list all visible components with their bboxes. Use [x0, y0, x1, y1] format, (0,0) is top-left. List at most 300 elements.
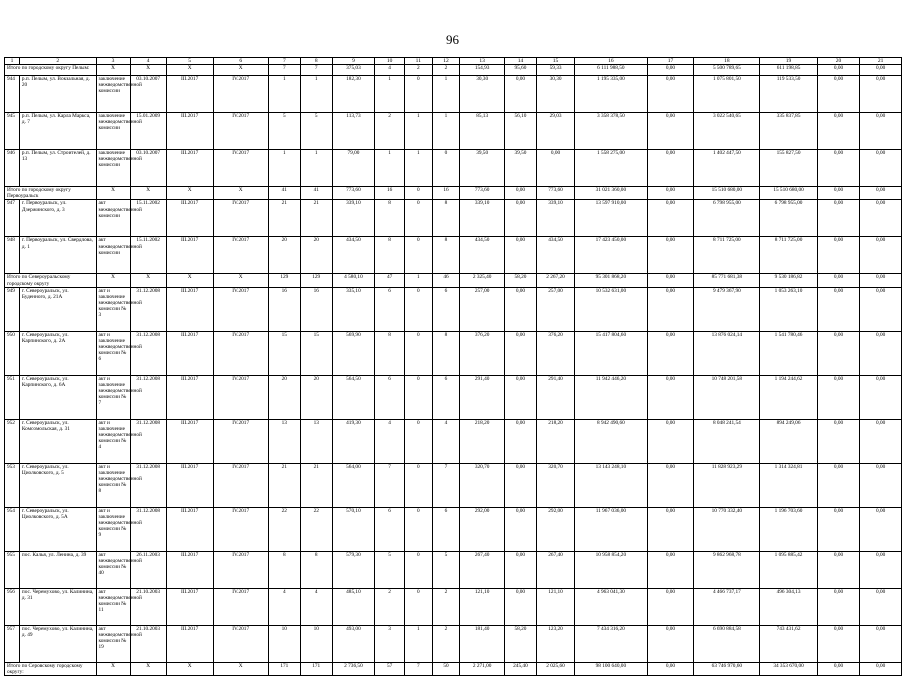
table-cell: 47	[375, 274, 405, 287]
table-cell: 4 963 041,30	[575, 588, 647, 625]
table-cell: 1	[405, 274, 433, 287]
table-cell: 245,40	[505, 662, 537, 675]
row-number: 949	[5, 287, 20, 331]
table-cell: 5	[300, 113, 332, 150]
table-cell: 129	[268, 274, 300, 287]
date-cell: 31.12.2008	[130, 419, 166, 463]
table-row	[5, 331, 902, 375]
table-cell: 0,00	[505, 507, 537, 551]
table-cell: 0,00	[505, 76, 537, 113]
table-cell: 4	[375, 65, 405, 76]
table-cell: 1	[268, 76, 300, 113]
table-cell: 0,00	[647, 274, 694, 287]
table-cell: 4	[268, 588, 300, 625]
page-number: 96	[446, 32, 459, 47]
table-cell: 11 942 446,20	[575, 375, 647, 419]
table-cell: 0	[405, 588, 433, 625]
column-number: 14	[505, 58, 537, 65]
subtotal-row	[5, 187, 902, 200]
column-number: 6	[213, 58, 268, 65]
table-cell: 2 271,00	[460, 662, 505, 675]
table-cell: X	[213, 187, 268, 200]
table-cell: 320,70	[536, 463, 574, 507]
table-cell: 22	[268, 507, 300, 551]
table-cell: 9 530 186,82	[760, 274, 817, 287]
table-cell: 335 837,85	[760, 113, 817, 150]
table-cell: 0	[405, 287, 433, 331]
table-cell: 1	[432, 76, 460, 113]
table-cell: 376,20	[536, 331, 574, 375]
table-cell: 894 249,06	[760, 419, 817, 463]
table-cell: 41	[268, 187, 300, 200]
table-cell: 21	[268, 200, 300, 237]
table-cell: 95,60	[505, 65, 537, 76]
date-cell: 15.11.2002	[130, 237, 166, 274]
table-cell: 2	[405, 65, 433, 76]
table-cell: IV.2017	[213, 200, 268, 237]
table-cell: 0,00	[647, 150, 694, 187]
column-number-row	[5, 58, 902, 65]
table-cell: X	[213, 662, 268, 675]
date-cell: 31.12.2008	[130, 463, 166, 507]
table-cell: 1 196 703,60	[760, 507, 817, 551]
table-cell: 5	[432, 551, 460, 588]
document-cell: акт межведомственной комиссии № 11	[96, 588, 130, 625]
table-cell: 20	[268, 237, 300, 274]
table-row	[5, 237, 902, 274]
table-cell: X	[96, 187, 130, 200]
table-cell: 1 195 335,00	[575, 76, 647, 113]
table-cell: 6	[432, 375, 460, 419]
table-cell: 564,00	[332, 463, 375, 507]
table-cell: 181,40	[460, 625, 505, 662]
row-number: 955	[5, 551, 20, 588]
table-cell: 0,00	[860, 419, 902, 463]
table-cell: 0,00	[860, 76, 902, 113]
column-number: 4	[130, 58, 166, 65]
table-cell: 0,00	[817, 76, 860, 113]
document-cell: акт и заключение межведомственной комиссии № 9	[96, 507, 130, 551]
column-number: 17	[647, 58, 694, 65]
table-cell: X	[213, 65, 268, 76]
table-cell: 320,70	[460, 463, 505, 507]
date-cell: 31.12.2008	[130, 507, 166, 551]
document-cell: акт и заключение межведомственной комиссии № 3	[96, 287, 130, 331]
address-cell: г. Первоуральск, ул. Свердлова, д. 1	[19, 237, 96, 274]
table-cell: 0,00	[505, 588, 537, 625]
table-cell: 16	[432, 187, 460, 200]
address-cell: г. Североуральск, ул. Буденного, д. 21А	[19, 287, 96, 331]
date-cell: 26.11.2003	[130, 551, 166, 588]
table-cell: 292,00	[536, 507, 574, 551]
table-cell: 6 798 955,00	[694, 200, 760, 237]
date-cell: 03.10.2007	[130, 76, 166, 113]
table-cell: 85 771 681,38	[694, 274, 760, 287]
table-cell: 59,33	[536, 65, 574, 76]
table-cell: 1	[268, 150, 300, 187]
table-cell: 8	[432, 331, 460, 375]
table-cell: 63 746 970,60	[694, 662, 760, 675]
table-cell: 58,20	[505, 625, 537, 662]
table-cell: 0	[405, 507, 433, 551]
table-cell: IV.2017	[213, 419, 268, 463]
table-cell: 339,10	[460, 200, 505, 237]
table-cell: 20	[268, 375, 300, 419]
table-cell: 257,00	[460, 287, 505, 331]
table-cell: 50	[432, 662, 460, 675]
table-cell: 41	[300, 187, 332, 200]
table-cell: 1 053 263,10	[760, 287, 817, 331]
table-cell: 0,00	[817, 625, 860, 662]
table-cell: 154,93	[460, 65, 505, 76]
subtotal-row	[5, 65, 902, 76]
row-number: 947	[5, 200, 20, 237]
table-cell: 1 095 885,42	[760, 551, 817, 588]
table-cell: 2 025,60	[536, 662, 574, 675]
table-cell: 58,20	[505, 274, 537, 287]
table-cell: 3 358 378,50	[575, 113, 647, 150]
table-row	[5, 287, 902, 331]
table-cell: IV.2017	[213, 287, 268, 331]
column-number: 9	[332, 58, 375, 65]
table-cell: X	[96, 274, 130, 287]
table-cell: 1	[300, 76, 332, 113]
table-cell: 2 736,50	[332, 662, 375, 675]
table-cell: X	[130, 65, 166, 76]
table-cell: 218,20	[460, 419, 505, 463]
table-cell: 0,00	[505, 200, 537, 237]
table-cell: 0,00	[817, 200, 860, 237]
table-cell: III.2017	[166, 625, 213, 662]
table-cell: 123,20	[536, 625, 574, 662]
table-cell: 1	[375, 150, 405, 187]
address-cell: р.п. Пелым, ул. Вокзальная, д. 20	[19, 76, 96, 113]
table-cell: 13 597 910,00	[575, 200, 647, 237]
column-number: 7	[268, 58, 300, 65]
table-cell: III.2017	[166, 419, 213, 463]
table-cell: 39,50	[460, 150, 505, 187]
address-cell: пос. Черемухово, ул. Калинина, д. 31	[19, 588, 96, 625]
table-cell: 0	[405, 76, 433, 113]
table-cell: III.2017	[166, 237, 213, 274]
table-row	[5, 551, 902, 588]
table-cell: 0,00	[860, 551, 902, 588]
document-cell: акт и заключение межведомственной комиссии № 4	[96, 419, 130, 463]
table-cell: 579,30	[332, 551, 375, 588]
table-cell: 5	[268, 113, 300, 150]
row-number: 957	[5, 625, 20, 662]
table-cell: 6 111 988,50	[575, 65, 647, 76]
address-cell: г. Североуральск, ул. Циолковского, д. 5А	[19, 507, 96, 551]
column-number: 3	[96, 58, 130, 65]
table-cell: 0	[405, 237, 433, 274]
column-number: 1	[5, 58, 20, 65]
table-cell: 0,00	[860, 150, 902, 187]
table-cell: 0,00	[860, 662, 902, 675]
table-cell: 20	[300, 237, 332, 274]
table-cell: 15 510 680,00	[760, 187, 817, 200]
total-row	[5, 662, 902, 675]
table-cell: 8	[375, 331, 405, 375]
table-cell: 15	[268, 331, 300, 375]
table-cell: 0	[405, 187, 433, 200]
column-number: 19	[760, 58, 817, 65]
table-cell: 0,00	[860, 507, 902, 551]
table-cell: III.2017	[166, 113, 213, 150]
table-cell: 0,00	[505, 287, 537, 331]
document-cell: заключение межведомственной комиссии	[96, 113, 130, 150]
table-cell: 21	[300, 463, 332, 507]
table-cell: 0,00	[505, 463, 537, 507]
table-cell: IV.2017	[213, 331, 268, 375]
table-cell: 743 431,62	[760, 625, 817, 662]
table-cell: 569,90	[332, 331, 375, 375]
table-cell: 39,50	[505, 150, 537, 187]
document-cell: акт межведомственной комиссии	[96, 200, 130, 237]
table-cell: 0,00	[817, 65, 860, 76]
table-cell: 2 325,40	[460, 274, 505, 287]
column-number: 8	[300, 58, 332, 65]
table-cell: 0,00	[860, 274, 902, 287]
table-cell: 218,20	[536, 419, 574, 463]
table-cell: X	[96, 662, 130, 675]
table-cell: X	[130, 274, 166, 287]
table-cell: III.2017	[166, 551, 213, 588]
table-cell: 2	[432, 625, 460, 662]
row-number: 948	[5, 237, 20, 274]
document-cell: акт и заключение межведомственной комиссии № 6	[96, 331, 130, 375]
table-cell: 257,00	[536, 287, 574, 331]
table-row	[5, 419, 902, 463]
table-cell: 4 580,10	[332, 274, 375, 287]
table-cell: 564,50	[332, 375, 375, 419]
table-cell: 8	[375, 200, 405, 237]
row-number: 945	[5, 113, 20, 150]
address-cell: г. Североуральск, ул. Карпинского, д. 2А	[19, 331, 96, 375]
table-cell: 0,00	[817, 507, 860, 551]
table-cell: 21	[300, 200, 332, 237]
table-cell: 13	[268, 419, 300, 463]
column-number: 11	[405, 58, 433, 65]
table-cell: 17 423 450,00	[575, 237, 647, 274]
table-cell: 0	[405, 551, 433, 588]
table-cell: 0,00	[817, 274, 860, 287]
table-cell: 6	[432, 507, 460, 551]
table-cell: 3	[375, 625, 405, 662]
table-cell: 419,30	[332, 419, 375, 463]
table-cell: 57	[375, 662, 405, 675]
row-number: 951	[5, 375, 20, 419]
table-cell: 773,60	[460, 187, 505, 200]
date-cell: 03.10.2007	[130, 150, 166, 187]
table-cell: IV.2017	[213, 113, 268, 150]
subtotal-label: Итого по городскому округу Первоуральск	[5, 187, 97, 200]
table-cell: 171	[268, 662, 300, 675]
table-cell: X	[130, 662, 166, 675]
table-cell: X	[130, 187, 166, 200]
address-cell: пос. Калья, ул. Ленина, д. 39	[19, 551, 96, 588]
table-cell: 56,10	[505, 113, 537, 150]
table-cell: 0,00	[505, 187, 537, 200]
table-cell: 375,03	[332, 65, 375, 76]
date-cell: 15.01.2009	[130, 113, 166, 150]
table-cell: 34 353 670,00	[760, 662, 817, 675]
table-cell: IV.2017	[213, 551, 268, 588]
table-cell: 0,00	[505, 331, 537, 375]
table-cell: 0,00	[817, 150, 860, 187]
table-cell: 16	[300, 287, 332, 331]
table-cell: 4	[375, 419, 405, 463]
column-number: 5	[166, 58, 213, 65]
table-cell: 0,00	[647, 463, 694, 507]
table-cell: IV.2017	[213, 375, 268, 419]
table-cell: 0	[405, 331, 433, 375]
table-cell: 21	[268, 463, 300, 507]
table-cell: 0,00	[817, 588, 860, 625]
table-cell: 1 314 324,81	[760, 463, 817, 507]
date-cell: 31.12.2008	[130, 375, 166, 419]
column-number: 18	[694, 58, 760, 65]
table-cell: X	[213, 274, 268, 287]
table-row	[5, 150, 902, 187]
table-cell: 0,00	[817, 375, 860, 419]
table-cell: X	[166, 662, 213, 675]
table-cell: 376,20	[460, 331, 505, 375]
table-cell: 0,00	[860, 463, 902, 507]
table-cell: 0	[405, 375, 433, 419]
table-cell: 493,00	[332, 625, 375, 662]
table-cell: 292,00	[460, 507, 505, 551]
table-cell: IV.2017	[213, 588, 268, 625]
table-cell: III.2017	[166, 76, 213, 113]
table-row	[5, 113, 902, 150]
table-cell: III.2017	[166, 463, 213, 507]
row-number: 956	[5, 588, 20, 625]
table-cell: 0,00	[860, 65, 902, 76]
table-cell: 7	[300, 65, 332, 76]
table-row	[5, 375, 902, 419]
row-number: 952	[5, 419, 20, 463]
table-cell: 1 541 780,46	[760, 331, 817, 375]
table-cell: 1 558 275,00	[575, 150, 647, 187]
table-cell: 16	[375, 187, 405, 200]
table-cell: IV.2017	[213, 76, 268, 113]
table-cell: 9 862 968,78	[694, 551, 760, 588]
table-cell: 0,00	[647, 625, 694, 662]
column-number: 12	[432, 58, 460, 65]
table-cell: 0,00	[647, 331, 694, 375]
table-cell: 2	[432, 588, 460, 625]
table-cell: 2	[375, 588, 405, 625]
column-number: 10	[375, 58, 405, 65]
table-cell: 0,00	[647, 287, 694, 331]
table-cell: 155 827,50	[760, 150, 817, 187]
table-cell: 0,00	[647, 662, 694, 675]
table-cell: 0	[432, 150, 460, 187]
table-cell: 0,00	[505, 237, 537, 274]
table-cell: 8 711 725,00	[760, 237, 817, 274]
table-cell: 0,00	[647, 237, 694, 274]
table-cell: 8	[268, 551, 300, 588]
table-cell: 121,10	[460, 588, 505, 625]
table-row	[5, 76, 902, 113]
table-cell: 8	[432, 200, 460, 237]
table-cell: 0,00	[647, 588, 694, 625]
column-number: 15	[536, 58, 574, 65]
table-cell: 2	[432, 65, 460, 76]
table-cell: 8 048 241,54	[694, 419, 760, 463]
table-cell: 10	[268, 625, 300, 662]
table-cell: 1	[405, 150, 433, 187]
table-cell: 129	[300, 274, 332, 287]
table-cell: 11 828 923,29	[694, 463, 760, 507]
table-cell: III.2017	[166, 507, 213, 551]
table-cell: X	[96, 65, 130, 76]
date-cell: 21.10.2003	[130, 588, 166, 625]
table-cell: III.2017	[166, 287, 213, 331]
table-cell: 98 100 640,00	[575, 662, 647, 675]
column-number: 16	[575, 58, 647, 65]
table-cell: 2	[375, 113, 405, 150]
table-cell: IV.2017	[213, 507, 268, 551]
column-number: 2	[19, 58, 96, 65]
date-cell: 21.10.2003	[130, 625, 166, 662]
column-number: 13	[460, 58, 505, 65]
table-cell: 339,10	[332, 200, 375, 237]
table-cell: 4 466 737,17	[694, 588, 760, 625]
table-cell: 291,40	[536, 375, 574, 419]
table-cell: 4	[432, 419, 460, 463]
table-cell: 9 479 367,90	[694, 287, 760, 331]
table-cell: 7	[405, 662, 433, 675]
table-cell: 7	[432, 463, 460, 507]
table-cell: 0,00	[647, 187, 694, 200]
table-cell: 485,10	[332, 588, 375, 625]
table-cell: 16	[268, 287, 300, 331]
table-cell: 6	[375, 375, 405, 419]
table-row	[5, 588, 902, 625]
table-cell: 119 533,50	[760, 76, 817, 113]
row-number: 954	[5, 507, 20, 551]
table-cell: 0	[405, 463, 433, 507]
table-cell: 30,30	[536, 76, 574, 113]
table-cell: 0,00	[817, 331, 860, 375]
table-cell: 22	[300, 507, 332, 551]
document-cell: акт межведомственной комиссии № 40	[96, 551, 130, 588]
table-cell: 10 770 332,40	[694, 507, 760, 551]
table-cell: 0,00	[860, 200, 902, 237]
table-cell: 3 022 540,65	[694, 113, 760, 150]
table-cell: 1	[432, 113, 460, 150]
table-cell: 267,40	[460, 551, 505, 588]
table-cell: 773,60	[536, 187, 574, 200]
date-cell: 31.12.2008	[130, 287, 166, 331]
row-number: 950	[5, 331, 20, 375]
address-cell: пос. Черемухово, ул. Калинина, д. 49	[19, 625, 96, 662]
table-cell: X	[166, 187, 213, 200]
table-cell: 0,00	[647, 419, 694, 463]
table-cell: 46	[432, 274, 460, 287]
table-cell: 15 510 680,00	[694, 187, 760, 200]
table-cell: 291,40	[460, 375, 505, 419]
table-cell: 0	[405, 419, 433, 463]
table-cell: 496 304,13	[760, 588, 817, 625]
table-cell: 7 434 316,20	[575, 625, 647, 662]
table-cell: 5 500 789,65	[694, 65, 760, 76]
table-cell: 434,50	[332, 237, 375, 274]
table-cell: 113,73	[332, 113, 375, 150]
document-cell: акт межведомственной комиссии № 19	[96, 625, 130, 662]
